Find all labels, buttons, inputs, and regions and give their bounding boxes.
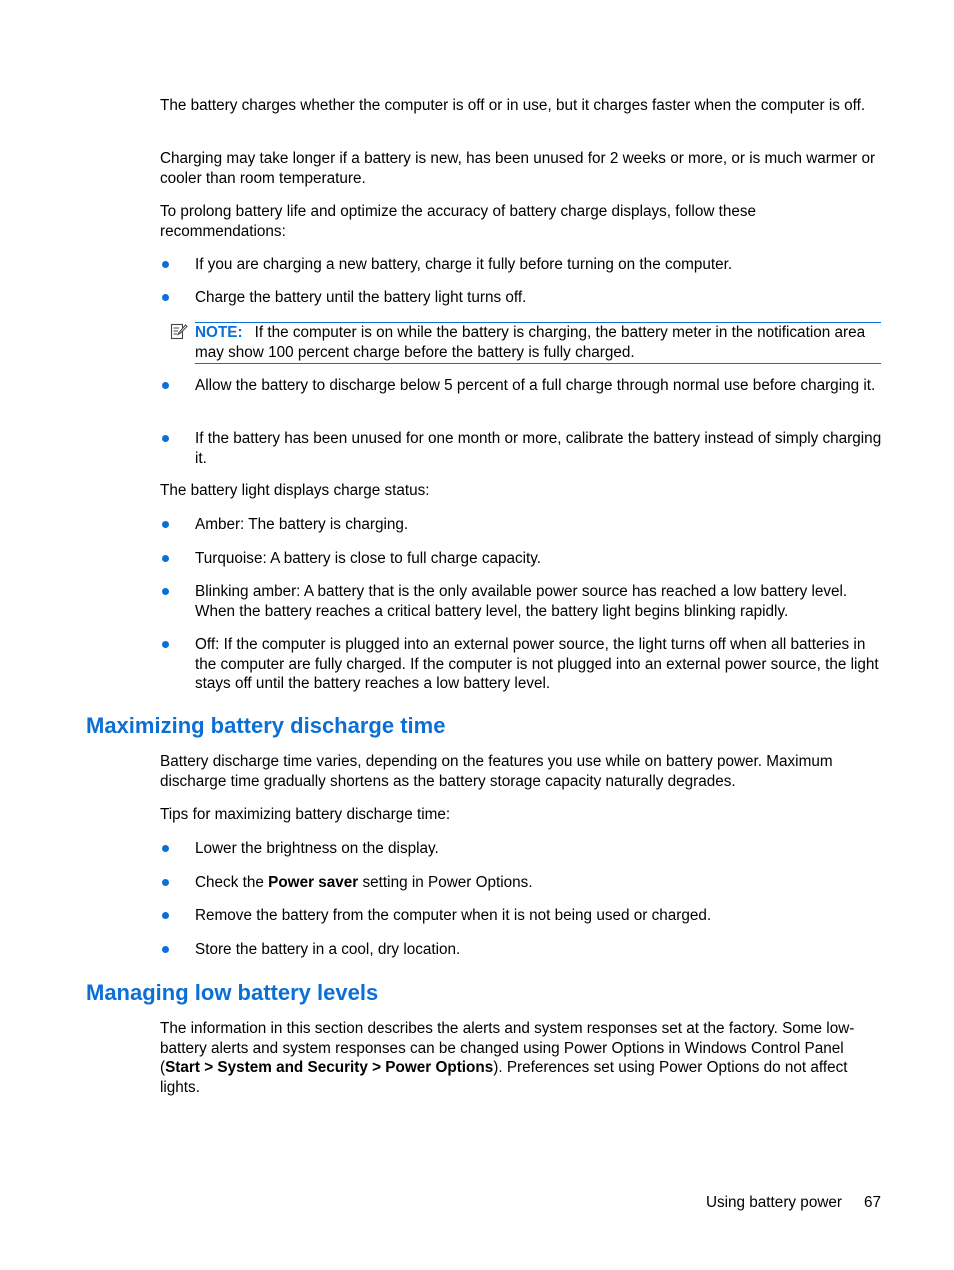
list-item-text: Off: If the computer is plugged into an external power source, the light turns off when all batteries in the computer are fully charged. If the computer is not plugged into an external power source, the light stays off until the battery reaches a low battery level. — [195, 636, 879, 692]
note-label: NOTE: — [195, 324, 243, 341]
bullet-icon — [162, 521, 169, 528]
paragraph-recommendations-lead: To prolong battery life and optimize the accuracy of battery charge displays, follow these recommendations: — [160, 203, 757, 240]
list-item — [160, 906, 885, 926]
note-pencil-icon — [170, 323, 188, 341]
list-item-text: Blinking amber: A battery that is the only available power source has reached a low battery level. When the battery reaches a critical battery level, the battery light begins blinking rapidly. — [195, 583, 848, 620]
list-item-text: Allow the battery to discharge below 5 percent of a full charge through normal use before charging it. — [195, 377, 876, 394]
page-number: 67 — [863, 1194, 881, 1211]
list-item-text — [195, 873, 885, 893]
list-item — [160, 255, 885, 275]
footer-section-title: Using battery power — [705, 1194, 842, 1211]
list-item-text: Amber: The battery is charging. — [195, 516, 409, 533]
list-item — [160, 515, 885, 535]
list-item — [160, 549, 885, 569]
list-item-text: Remove the battery from the computer when it is not being used or charged. — [195, 907, 712, 924]
list-item — [160, 839, 885, 859]
paragraph-light-status-lead: The battery light displays charge status: — [160, 482, 430, 499]
page-footer — [706, 1193, 881, 1213]
text-segment: Check the — [195, 874, 269, 891]
bullet-icon — [162, 435, 169, 442]
section-heading-low-battery: Managing low battery levels — [86, 980, 379, 1005]
bullet-icon — [162, 946, 169, 953]
list-item-text: If the battery has been unused for one month or more, calibrate the battery instead of simply charging it. — [195, 430, 882, 467]
list-item-text: Lower the brightness on the display. — [195, 840, 439, 857]
list-item-text: If you are charging a new battery, charge it fully before turning on the computer. — [195, 256, 733, 273]
power-saver-label: Power saver — [268, 874, 359, 891]
bullet-icon — [162, 641, 169, 648]
bullet-icon — [162, 382, 169, 389]
bullet-icon — [162, 555, 169, 562]
text-segment: setting in Power Options. — [358, 874, 533, 891]
control-panel-path: Start > System and Security > Power Options — [165, 1059, 494, 1076]
list-item — [160, 635, 885, 694]
list-item — [160, 582, 885, 621]
list-item — [160, 873, 885, 893]
paragraph-charging-time: Charging may take longer if a battery is new, has been unused for 2 weeks or more, or is much warmer or cooler than room temperature. — [160, 150, 876, 187]
text-segment: ). Preferences set using Power Options do not affect lights. — [160, 1059, 848, 1096]
list-item — [160, 429, 885, 468]
bullet-icon — [162, 912, 169, 919]
text-segment: The information in this section describes the alerts and system responses set at the factory. Some low-battery alerts and system responses can be changed using Power Options in Windows Control Panel ( — [160, 1020, 855, 1076]
bullet-icon — [162, 261, 169, 268]
note-text: If the computer is on while the battery is charging, the battery meter in the notification area may show 100 percent charge before the battery is fully charged. — [195, 324, 866, 361]
bullet-icon — [162, 588, 169, 595]
list-item — [160, 376, 885, 396]
bullet-icon — [162, 294, 169, 301]
paragraph-tips-lead: Tips for maximizing battery discharge time: — [160, 806, 451, 823]
list-item-text: Charge the battery until the battery light turns off. — [195, 289, 527, 306]
bullet-icon — [162, 879, 169, 886]
list-item-text: Store the battery in a cool, dry location. — [195, 941, 461, 958]
list-item-text: Turquoise: A battery is close to full charge capacity. — [195, 550, 542, 567]
paragraph-low-battery — [160, 1019, 885, 1097]
list-item — [160, 288, 885, 308]
note-box — [195, 322, 881, 364]
paragraph-discharge-intro: Battery discharge time varies, depending on the features you use while on battery power. Maximum discharge time gradually shortens as the battery storage capacity naturally degrades. — [160, 753, 833, 790]
section-heading-discharge-time: Maximizing battery discharge time — [86, 713, 446, 738]
list-item — [160, 940, 885, 960]
bullet-icon — [162, 845, 169, 852]
paragraph-charging-info: The battery charges whether the computer is off or in use, but it charges faster when the computer is off. — [160, 97, 866, 114]
